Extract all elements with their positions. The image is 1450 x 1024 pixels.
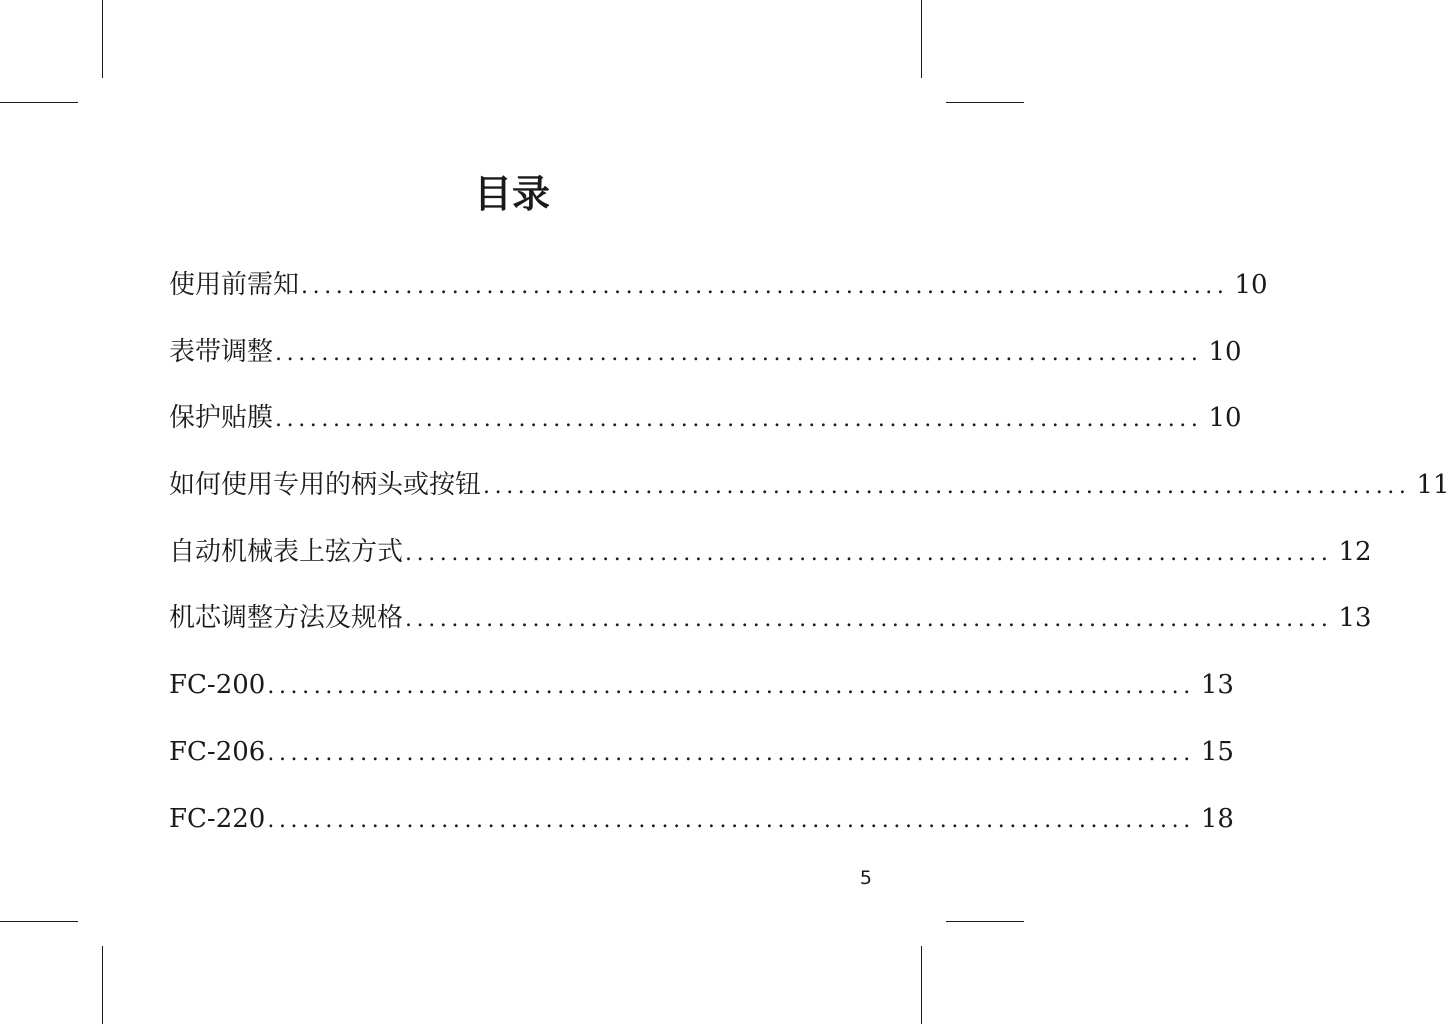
crop-mark-bottom-right-horizontal [946, 921, 1024, 922]
toc-leader-dots: ................................................................................ [267, 807, 1195, 833]
toc-entry-label: 自动机械表上弦方式 [169, 536, 404, 567]
toc-leader-dots: ................................................................................ [405, 540, 1333, 566]
toc-entry-label: 表带调整 [169, 336, 274, 367]
toc-entry[interactable] [169, 395, 1242, 462]
toc-entry[interactable] [169, 329, 1242, 396]
toc-leader-dots: ................................................................................ [267, 674, 1195, 700]
toc-entry[interactable] [169, 729, 1234, 796]
toc-entry[interactable] [169, 662, 1234, 729]
toc-entry-page: 13 [1338, 603, 1372, 634]
toc-leader-dots: ................................................................................ [301, 274, 1229, 299]
toc-entry[interactable] [169, 462, 1450, 529]
toc-entry-page: 15 [1200, 736, 1234, 767]
crop-mark-bottom-left-vertical [102, 946, 103, 1024]
toc-leader-dots: ................................................................................ [275, 340, 1203, 366]
table-of-contents [169, 262, 1450, 862]
toc-entry-label: FC-220 [169, 803, 266, 834]
toc-entry[interactable] [169, 262, 1268, 329]
toc-entry[interactable] [169, 796, 1234, 863]
crop-mark-top-left-horizontal [0, 102, 78, 103]
toc-leader-dots: ................................................................................ [275, 407, 1203, 433]
toc-entry-label: FC-206 [169, 736, 266, 767]
crop-mark-top-right-horizontal [946, 102, 1024, 103]
toc-entry-page: 11 [1416, 470, 1450, 501]
toc-entry-label: 机芯调整方法及规格 [169, 603, 404, 634]
crop-mark-bottom-left-horizontal [0, 921, 78, 922]
crop-mark-top-right-vertical [921, 0, 922, 78]
toc-entry-label: 保护贴膜 [169, 403, 274, 434]
toc-entry-page: 13 [1200, 670, 1234, 701]
crop-mark-top-left-vertical [102, 0, 103, 78]
page-title: 目录 [473, 172, 550, 216]
toc-entry-page: 10 [1208, 403, 1242, 434]
toc-entry-page: 18 [1200, 803, 1234, 834]
toc-entry-page: 10 [1234, 270, 1268, 300]
toc-entry[interactable] [169, 529, 1372, 596]
toc-leader-dots: ................................................................................ [483, 474, 1411, 500]
toc-entry-page: 10 [1208, 336, 1242, 367]
toc-entry[interactable] [169, 595, 1372, 662]
crop-mark-bottom-right-vertical [921, 946, 922, 1024]
toc-entry-label: FC-200 [169, 670, 266, 701]
page-number: 5 [859, 867, 872, 889]
toc-entry-label: 如何使用专用的柄头或按钮 [169, 470, 482, 501]
toc-leader-dots: ................................................................................ [267, 740, 1195, 766]
toc-entry-label: 使用前需知 [169, 270, 300, 300]
toc-entry-page: 12 [1338, 536, 1372, 567]
toc-leader-dots: ................................................................................ [405, 607, 1333, 633]
